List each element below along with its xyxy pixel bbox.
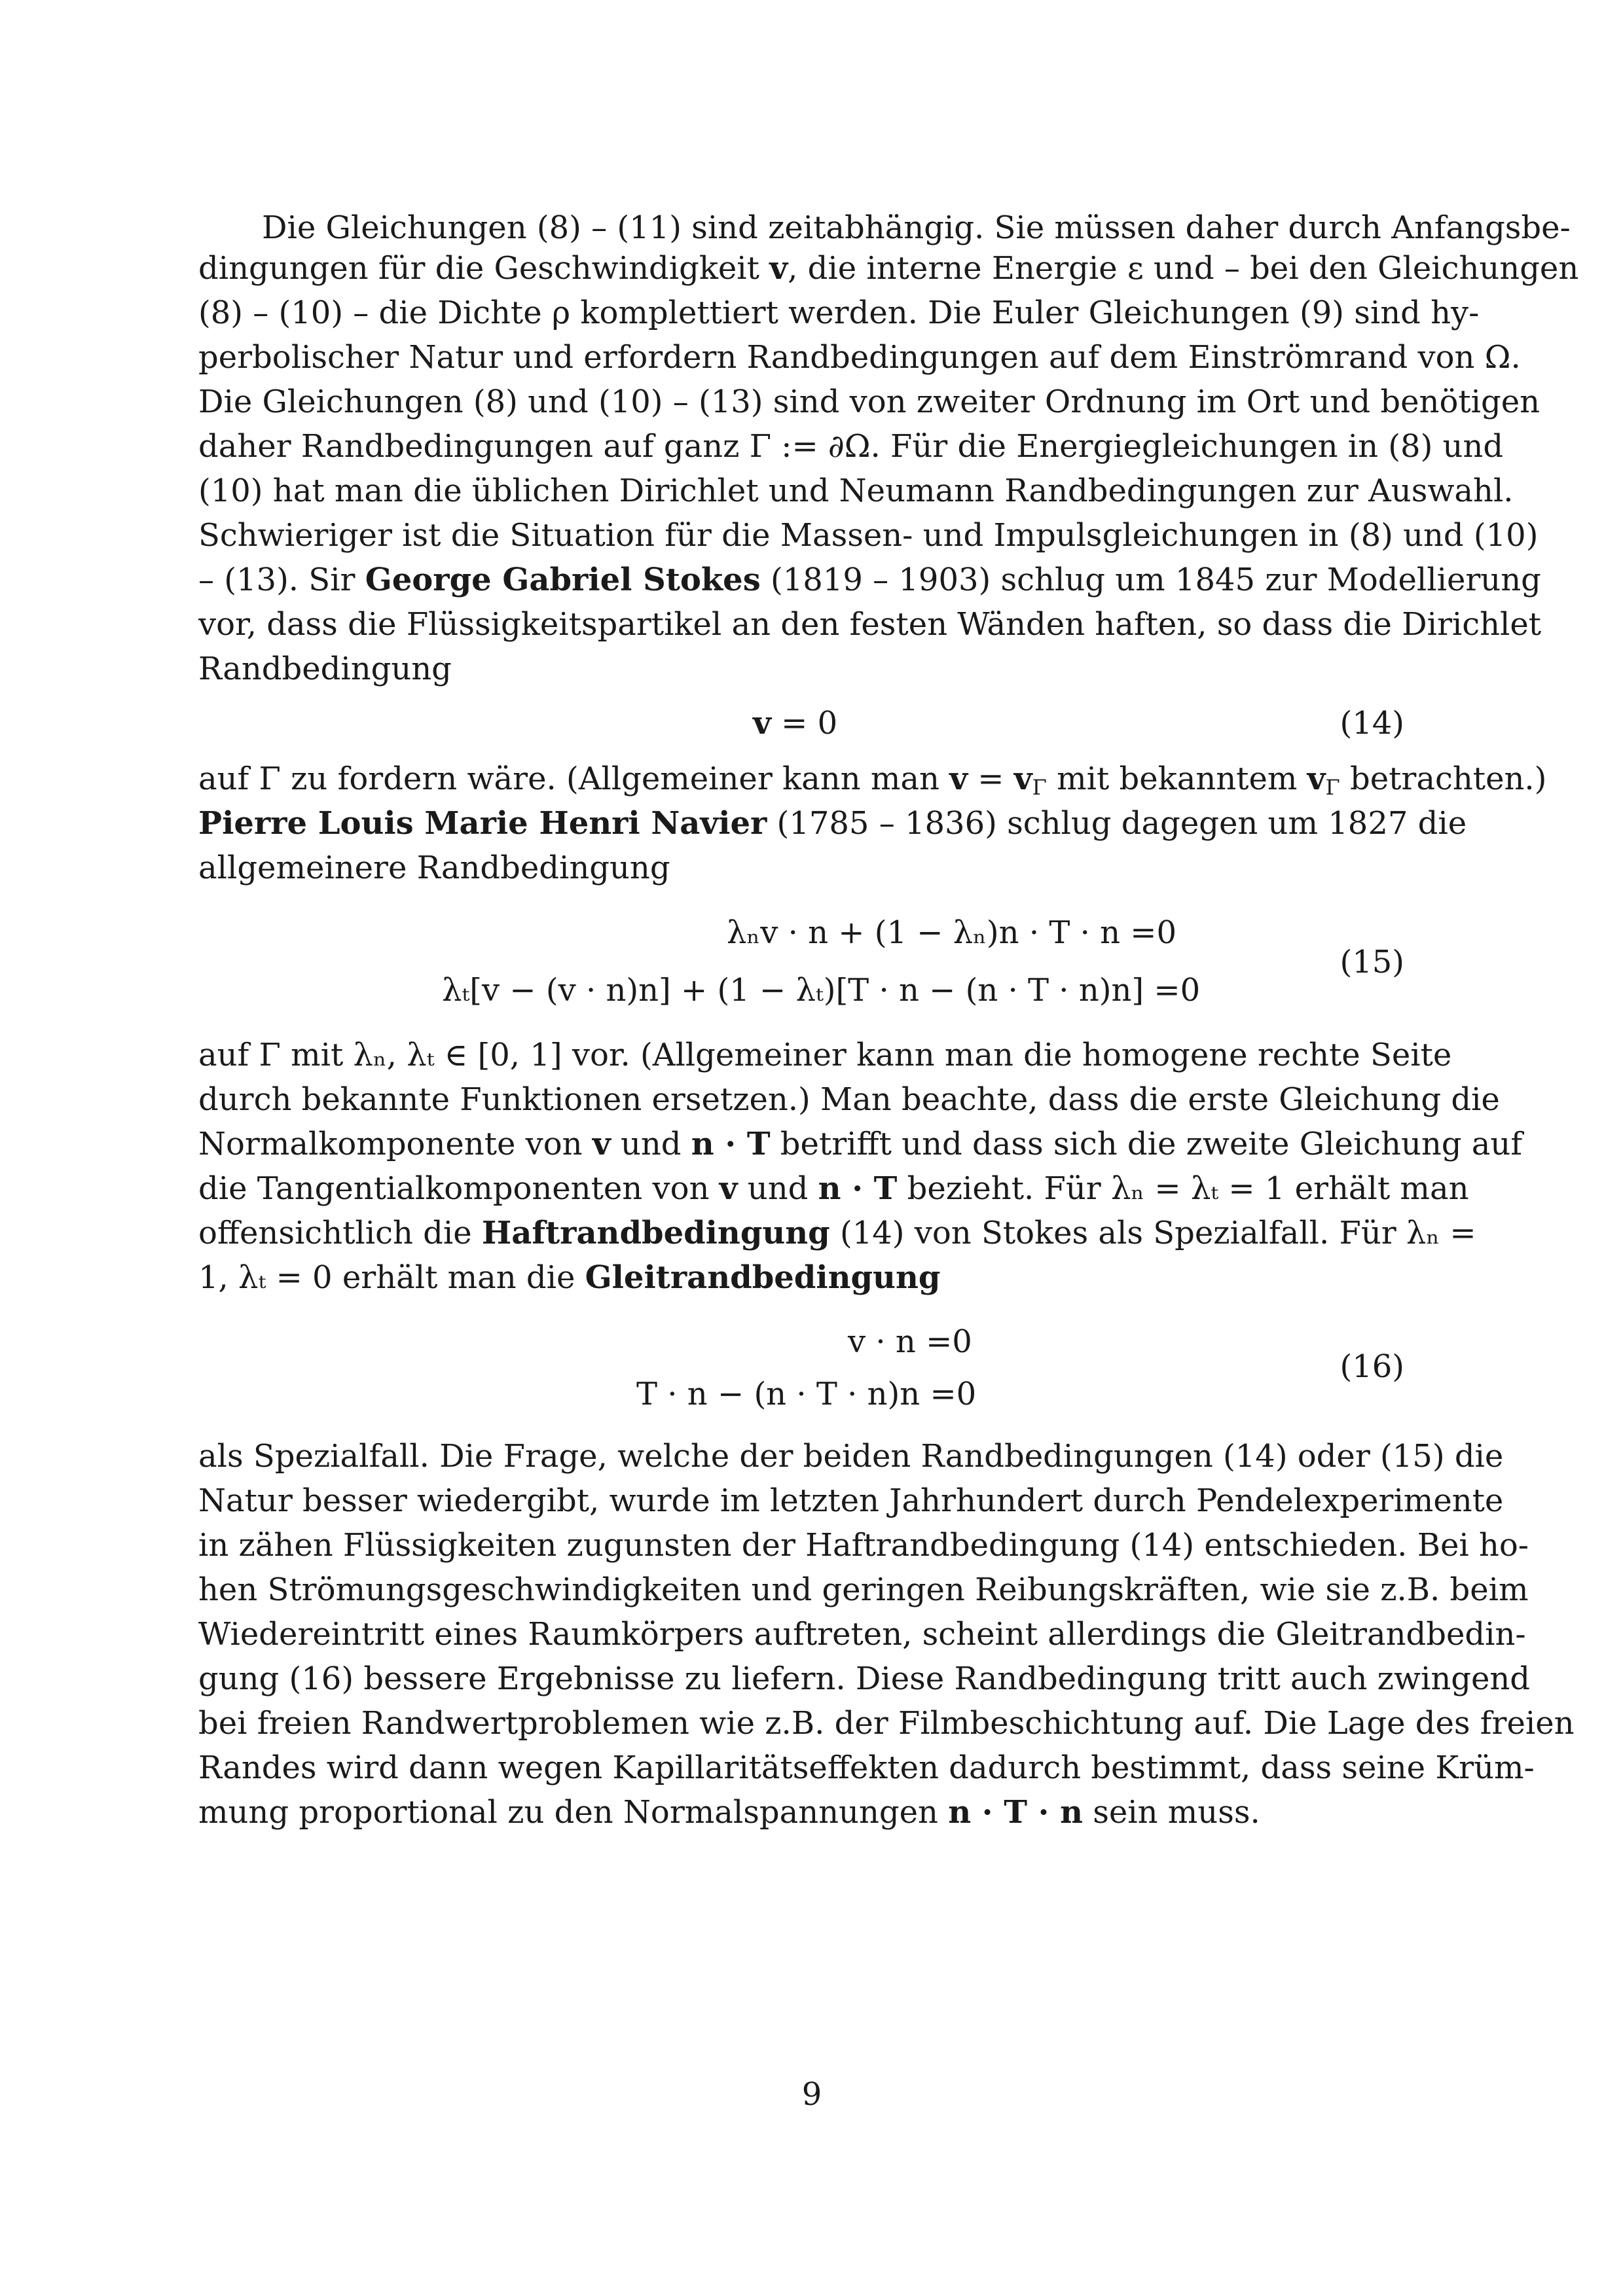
paragraph-1-line-4: perbolischer Natur und erfordern Randbedingungen auf dem Einströmrand von Ω.	[198, 339, 1521, 376]
equation-15-number: (15)	[1340, 944, 1404, 980]
equation-16-row-2: T · n − (n · T · n)n =0	[636, 1376, 977, 1412]
paragraph-1-line-10: vor, dass die Flüssigkeitspartikel an den festen Wänden haften, so dass die Dirichlet	[198, 606, 1542, 643]
equation-16-row-1: v · n =0	[848, 1323, 972, 1360]
paragraph-1-line-2: dingungen für die Geschwindigkeit v, die interne Energie ε und – bei den Gleichungen	[198, 250, 1579, 287]
equation-15-row-2: λₜ[v − (v · n)n] + (1 − λₜ)[T · n − (n · T · n)n] =0	[442, 972, 1201, 1009]
paragraph-4-line-8: Randes wird dann wegen Kapillaritätseffekten dadurch bestimmt, dass seine Krüm-	[198, 1749, 1535, 1786]
paragraph-2-line-2: Pierre Louis Marie Henri Navier (1785 – 1836) schlug dagegen um 1827 die	[198, 805, 1467, 842]
paragraph-4-line-6: gung (16) bessere Ergebnisse zu liefern. Diese Randbedingung tritt auch zwingend	[198, 1660, 1531, 1697]
paragraph-2-line-1: auf Γ zu fordern wäre. (Allgemeiner kann man $v = v_\Gamma$ mit bekanntem $v_\Gamma$ betrachten.)	[198, 761, 1547, 800]
paragraph-1-line-1: Die Gleichungen (8) – (11) sind zeitabhängig. Sie müssen daher durch Anfangsbe-	[262, 209, 1571, 246]
paragraph-4-line-9: mung proportional zu den Normalspannungen n · T · n sein muss.	[198, 1794, 1260, 1831]
paragraph-3-line-5: offensichtlich die Haftrandbedingung (14) von Stokes als Spezialfall. Für λₙ =	[198, 1215, 1476, 1251]
paragraph-1-line-8: Schwieriger ist die Situation für die Massen- und Impulsgleichungen in (8) und (10)	[198, 517, 1539, 554]
equation-14: v = 0	[753, 705, 838, 742]
paragraph-1-line-5: Die Gleichungen (8) und (10) – (13) sind von zweiter Ordnung im Ort und benötigen	[198, 384, 1541, 420]
paragraph-1-line-3: (8) – (10) – die Dichte ρ komplettiert werden. Die Euler Gleichungen (9) sind hy-	[198, 295, 1480, 331]
equation-16-number: (16)	[1340, 1348, 1404, 1385]
paragraph-3-line-2: durch bekannte Funktionen ersetzen.) Man beachte, dass die erste Gleichung die	[198, 1081, 1500, 1118]
paragraph-2-line-3: allgemeinere Randbedingung	[198, 850, 670, 886]
paragraph-1-line-9: – (13). Sir George Gabriel Stokes (1819 – 1903) schlug um 1845 zur Modellierung	[198, 562, 1541, 598]
paragraph-1-line-7: (10) hat man die üblichen Dirichlet und Neumann Randbedingungen zur Auswahl.	[198, 473, 1514, 509]
paragraph-4-line-2: Natur besser wiedergibt, wurde im letzten Jahrhundert durch Pendelexperimente	[198, 1482, 1504, 1519]
paragraph-1-line-6: daher Randbedingungen auf ganz Γ := ∂Ω. Für die Energiegleichungen in (8) und	[198, 428, 1504, 465]
paragraph-3-line-3: Normalkomponente von v und n · T betrifft und dass sich die zweite Gleichung auf	[198, 1126, 1523, 1162]
equation-15-row-1: λₙv · n + (1 − λₙ)n · T · n =0	[727, 914, 1177, 951]
paragraph-4-line-3: in zähen Flüssigkeiten zugunsten der Haftrandbedingung (14) entschieden. Bei ho-	[198, 1527, 1529, 1564]
paragraph-3-line-6: 1, λₜ = 0 erhält man die Gleitrandbedingung	[198, 1259, 941, 1296]
paragraph-1-line-11: Randbedingung	[198, 651, 452, 687]
paragraph-3-line-4: die Tangentialkomponenten von v und n · T bezieht. Für λₙ = λₜ = 1 erhält man	[198, 1170, 1469, 1207]
paragraph-3-line-1: auf Γ mit λₙ, λₜ ∈ [0, 1] vor. (Allgemeiner kann man die homogene rechte Seite	[198, 1037, 1452, 1073]
page-number: 9	[801, 2076, 822, 2113]
paragraph-4-line-4: hen Strömungsgeschwindigkeiten und geringen Reibungskräften, wie sie z.B. beim	[198, 1571, 1529, 1608]
paragraph-4-line-7: bei freien Randwertproblemen wie z.B. der Filmbeschichtung auf. Die Lage des freien	[198, 1705, 1575, 1742]
paragraph-4-line-1: als Spezialfall. Die Frage, welche der beiden Randbedingungen (14) oder (15) die	[198, 1438, 1504, 1475]
paragraph-4-line-5: Wiedereintritt eines Raumkörpers auftreten, scheint allerdings die Gleitrandbedin-	[198, 1616, 1526, 1653]
equation-14-number: (14)	[1340, 705, 1404, 742]
